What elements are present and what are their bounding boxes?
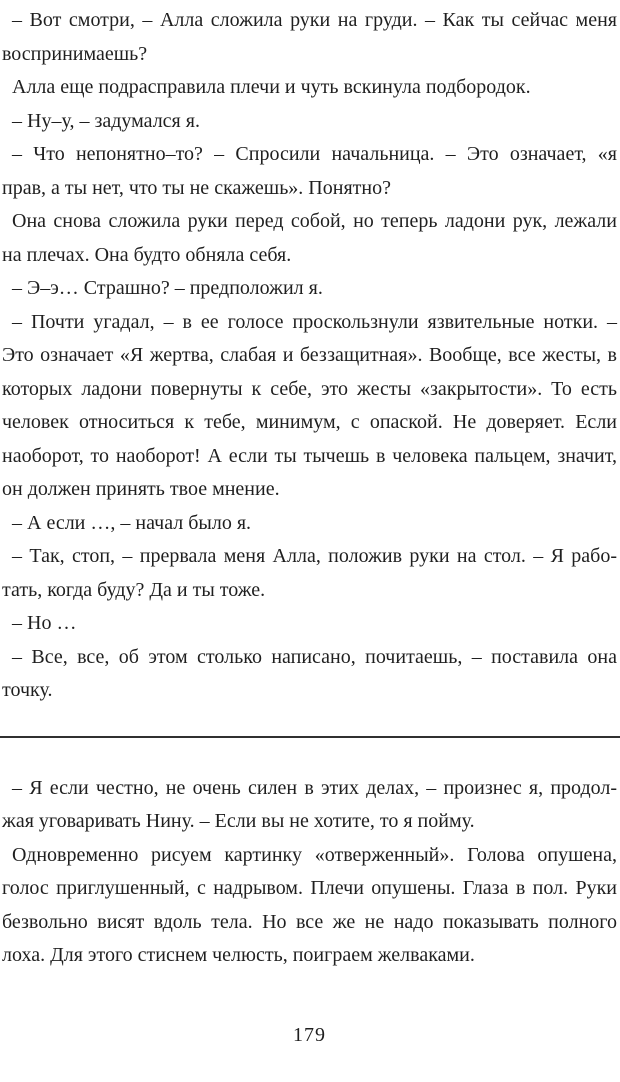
text-line: безвольно висят вдоль тела. Но все же не надо показывать полного [2, 910, 617, 933]
text-line: точку. [2, 679, 53, 701]
text-line: Это означает «Я жертва, слабая и беззащитная». Вообще, все жесты, в [2, 344, 617, 366]
text-line: – Э–э… Страшно? – предположил я. [12, 277, 323, 299]
text-line: – Все, все, об этом столько написано, почитаешь, – поставила она [12, 645, 617, 668]
text-line: Одновременно рисуем картинку «отверженный». Голова опушена, [12, 843, 617, 866]
paragraph [2, 4, 617, 71]
text-line: тать, когда буду? Да и ты тоже. [2, 578, 266, 601]
text-line: прав, а ты нет, что ты не скажешь». Понятно? [2, 176, 391, 199]
text-line: – Вот смотри, – Алла сложила руки на груди. – Как ты сейчас меня [12, 9, 617, 31]
text-line: – Я если честно, не очень силен в этих делах, – произнес я, продол- [12, 776, 617, 799]
paragraph [2, 306, 617, 507]
text-line: – А если …, – начал было я. [12, 511, 252, 534]
paragraph [2, 105, 617, 139]
paragraph [2, 138, 617, 205]
text-line: лоха. Для этого стиснем челюсть, поиграем желваками. [2, 944, 475, 966]
paragraph [2, 839, 617, 973]
text-line: человек относиться к тебе, минимум, с опаской. Не доверяет. Если [2, 411, 617, 433]
text-line: он должен принять твое мнение. [2, 478, 280, 500]
text-line: жая уговаривать Нину. – Если вы не хотите, то я пойму. [2, 810, 475, 832]
text-line: – Ну–у, – задумался я. [12, 109, 200, 132]
text-line: Алла еще подрасправила плечи и чуть вскинула подбородок. [12, 76, 531, 98]
paragraph [2, 507, 617, 541]
text-line: – Почти угадал, – в ее голосе проскользнули язвительные нотки. – [12, 310, 617, 333]
paragraph [2, 540, 617, 607]
text-line: – Что непонятно–то? – Спросили начальница. – Это означает, «я [12, 143, 617, 165]
text-line: наоборот, то наоборот! А если ты тычешь в человека пальцем, значит, [2, 444, 617, 467]
paragraph [2, 272, 617, 306]
text-line: воспринимаешь? [2, 42, 148, 65]
text-line: – Но … [12, 612, 77, 634]
text-line: которых ладони повернуты к себе, это жесты «закрытости». То есть [2, 377, 617, 400]
paragraph [2, 607, 617, 641]
text-line: Она снова сложила руки перед собой, но теперь ладони рук, лежали [12, 210, 617, 232]
text-line: – Так, стоп, – прервала меня Алла, положив руки на стол. – Я рабо- [12, 545, 617, 567]
section-divider [0, 736, 620, 738]
paragraph [2, 71, 617, 105]
paragraph [2, 772, 617, 839]
text-line: голос приглушенный, с надрывом. Плечи опушены. Глаза в пол. Руки [2, 877, 617, 899]
page-number: 179 [293, 1023, 326, 1046]
section-monologue-with-nina [2, 772, 617, 973]
section-dialog-with-alla [2, 4, 617, 708]
text-line: на плечах. Она будто обняла себя. [2, 243, 292, 266]
paragraph [2, 641, 617, 708]
paragraph [2, 205, 617, 272]
